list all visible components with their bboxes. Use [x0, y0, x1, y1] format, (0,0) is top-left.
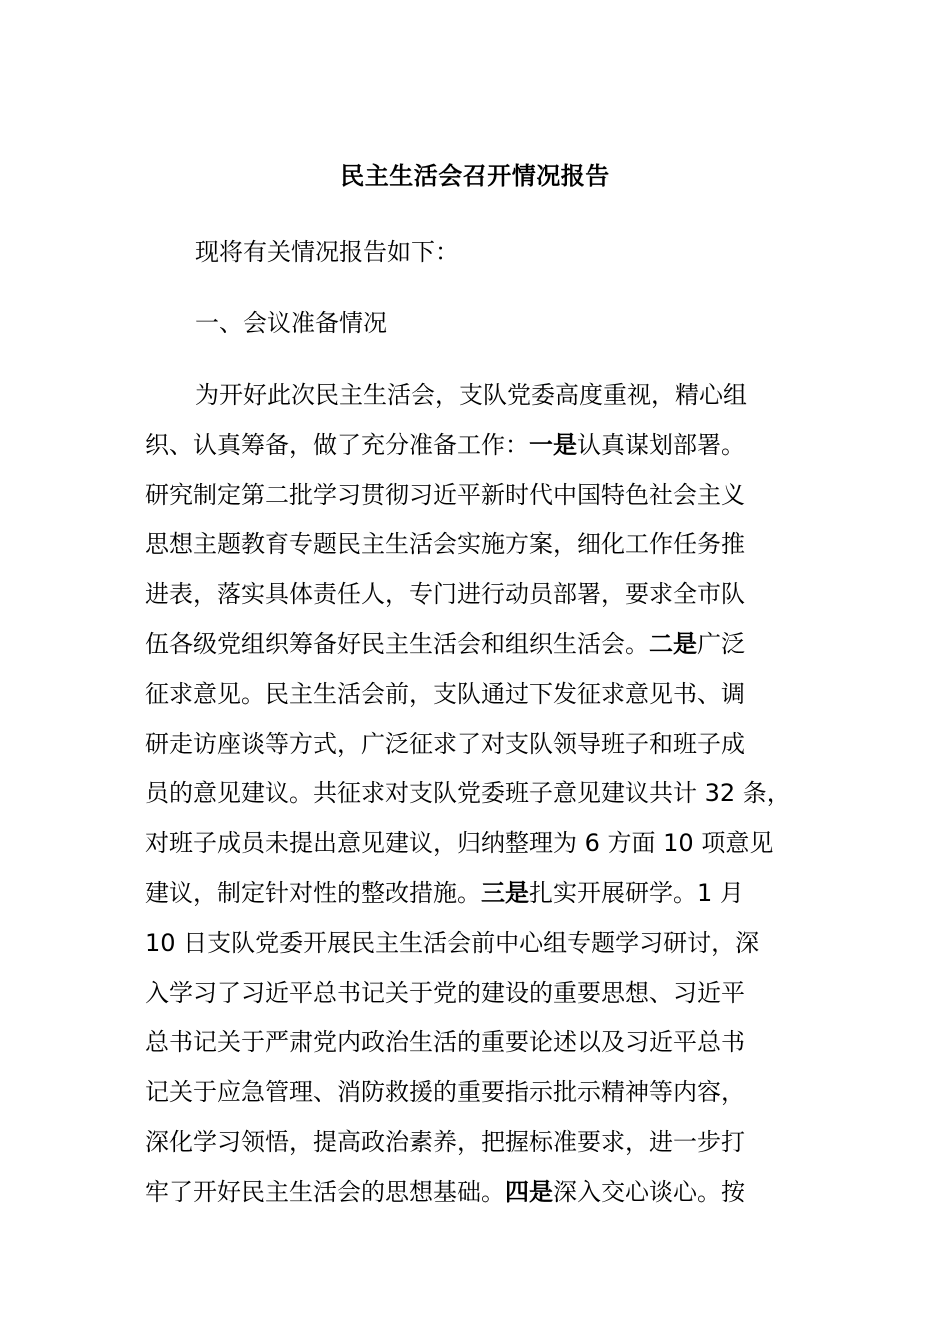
- body-line: [145, 477, 745, 513]
- emphasis-marker: 四是: [505, 1177, 553, 1206]
- emphasis-marker: 三是: [481, 879, 529, 907]
- line-text: 扎实开展研学。1 月: [529, 879, 744, 907]
- body-line: [145, 1174, 745, 1210]
- body-line: [145, 427, 745, 463]
- body-line: [145, 875, 744, 911]
- line-text: 对班子成员未提出意见建议，归纳整理为 6 方面 10 项意见: [145, 829, 774, 858]
- line-text: 研走访座谈等方式，广泛征求了对支队领导班子和班子成: [145, 729, 745, 758]
- line-text: 记关于应急管理、消防救援的重要指示批示精神等内容，: [145, 1078, 745, 1107]
- line-text: 总书记关于严肃党内政治生活的重要论述以及习近平总书: [145, 1028, 745, 1057]
- emphasis-marker: 一是: [529, 430, 577, 459]
- line-text: 征求意见。民主生活会前，支队通过下发征求意见书、调: [145, 679, 745, 708]
- body-line: [145, 726, 745, 762]
- body-line: [145, 925, 759, 961]
- line-text: 思想主题教育专题民主生活会实施方案，细化工作任务推: [145, 530, 745, 559]
- line-text: 牢了开好民主生活会的思想基础。: [145, 1177, 505, 1206]
- line-text: 进表，落实具体责任人，专门进行动员部署，要求全市队: [145, 580, 745, 609]
- section-heading: 一、会议准备情况: [195, 309, 387, 337]
- line-text: 广泛: [697, 630, 745, 658]
- line-text: 10 日支队党委开展民主生活会前中心组专题学习研讨，深: [145, 928, 760, 957]
- document-title: 民主生活会召开情况报告: [340, 162, 610, 190]
- line-text: 建议，制定针对性的整改措施。: [145, 879, 481, 907]
- body-line: [145, 626, 745, 662]
- line-text: 深化学习领悟，提高政治素养，把握标准要求，进一步打: [145, 1128, 745, 1156]
- line-text: 为开好此次民主生活会，支队党委高度重视，精心组: [195, 381, 747, 409]
- body-line: [145, 1124, 745, 1160]
- line-text: 员的意见建议。共征求对支队党委班子意见建议共计 32 条，: [145, 779, 791, 808]
- body-line: [195, 377, 747, 413]
- body-line: [145, 775, 791, 811]
- body-line: [145, 676, 745, 712]
- intro-paragraph: 现将有关情况报告如下：: [195, 238, 459, 266]
- line-text: 织、认真筹备，做了充分准备工作：: [145, 430, 529, 459]
- line-text: 深入交心谈心。按: [553, 1177, 745, 1206]
- line-text: 入学习了习近平总书记关于党的建设的重要思想、习近平: [145, 978, 745, 1007]
- body-line: [145, 1024, 745, 1060]
- line-text: 研究制定第二批学习贯彻习近平新时代中国特色社会主义: [145, 480, 745, 509]
- line-text: 认真谋划部署。: [577, 430, 745, 459]
- line-text: 伍各级党组织筹备好民主生活会和组织生活会。: [145, 630, 649, 658]
- emphasis-marker: 二是: [649, 630, 697, 658]
- body-line: [145, 526, 745, 562]
- body-line: [145, 825, 773, 861]
- body-line: [145, 576, 745, 612]
- body-line: [145, 1074, 745, 1110]
- body-line: [145, 975, 745, 1011]
